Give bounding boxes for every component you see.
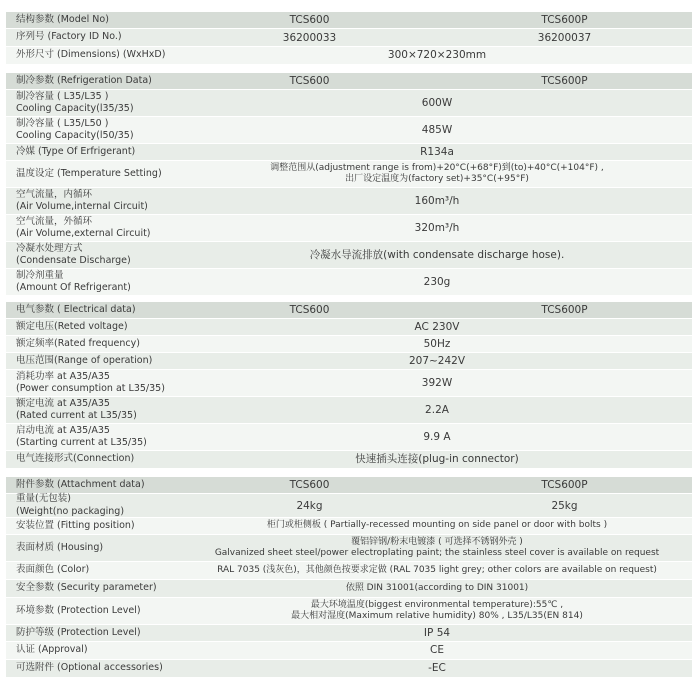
model-name: TCS600P <box>541 14 588 26</box>
spec-label-line: 表面颜色 (Color) <box>16 564 90 576</box>
spec-label-line: 认证 (Approval) <box>16 644 88 656</box>
factory-id: 36200037 <box>537 31 592 44</box>
spec-value <box>182 625 692 641</box>
spec-value <box>182 397 692 423</box>
spec-row <box>6 269 692 296</box>
spec-label-line: 可选附件 (Optional accessories) <box>16 662 163 674</box>
refrigeration-table <box>6 73 692 296</box>
spec-value <box>182 353 692 369</box>
spec-label-line: 温度设定 (Temperature Setting) <box>16 167 162 179</box>
spec-value-line: 调整范围从(adjustment range is from)+20°C(+68°F)到(to)+40°C(+104°F) , <box>270 162 604 173</box>
spec-value-line: CE <box>430 644 444 657</box>
model-name: TCS600P <box>541 479 588 491</box>
spec-value <box>182 535 692 561</box>
spec-label-line: 额定电流 at A35/A35 <box>16 397 110 409</box>
spec-label <box>6 494 182 517</box>
spec-row <box>6 625 692 642</box>
spec-value-line: -EC <box>428 662 446 675</box>
spec-value <box>182 336 692 352</box>
spec-row <box>6 660 692 678</box>
spec-value-line: 392W <box>421 376 453 389</box>
spec-row <box>6 144 692 161</box>
section-title <box>6 73 182 89</box>
spec-label-line: 空气流量，外循环 <box>16 215 93 227</box>
spec-value-line: 最大相对湿度(Maximum relative humidity) 80% , L35/L35(EN 814) <box>291 611 583 621</box>
spec-label-line: Cooling Capacity(l50/35) <box>16 130 134 141</box>
spec-value <box>182 518 692 534</box>
model-name: TCS600P <box>541 75 588 87</box>
spec-value-line: RAL 7035 (浅灰色)，其他颜色按要求定做 (RAL 7035 light grey; other colors are available on request) <box>217 564 657 575</box>
spec-label <box>6 215 182 241</box>
section-title <box>6 477 182 493</box>
spec-row <box>6 370 692 397</box>
spec-label-line: 额定频率(Rated frequency) <box>16 337 140 349</box>
spec-label-line: (Condensate Discharge) <box>16 255 131 266</box>
electrical-table <box>6 302 692 469</box>
spec-label <box>6 535 182 561</box>
spec-label-line: (Air Volume,internal Circuit) <box>16 201 148 212</box>
spec-label-line: 安全参数 (Security parameter) <box>16 582 157 594</box>
spec-label-line: 电气连接形式(Connection) <box>16 453 135 465</box>
spec-value <box>182 161 692 187</box>
section-header-row <box>6 477 692 494</box>
section-title-text: 电气参数 ( Electrical data) <box>16 303 136 315</box>
structure-table <box>6 12 692 65</box>
spec-value-line: 320m³/h <box>414 221 460 234</box>
spec-label-line: (Power consumption at L35/35) <box>16 383 165 394</box>
spec-label <box>6 336 182 352</box>
spec-row <box>6 451 692 469</box>
spec-label <box>6 188 182 214</box>
spec-value <box>182 598 692 624</box>
spec-label-line: 表面材质 (Housing) <box>16 541 104 553</box>
spec-value <box>182 47 692 64</box>
section-header-row <box>6 73 692 90</box>
model-name: TCS600 <box>289 75 330 87</box>
spec-label <box>6 319 182 335</box>
weight-values <box>182 494 692 517</box>
spec-value <box>182 117 692 143</box>
spec-label <box>6 144 182 160</box>
spec-value-line: IP 54 <box>423 626 451 639</box>
spec-label-line: 外形尺寸 (Dimensions) (WxHxD) <box>16 49 166 61</box>
spec-value-line: 207~242V <box>408 354 466 367</box>
spec-label-line: 制冷剂重量 <box>16 269 64 281</box>
spec-row <box>6 424 692 451</box>
spec-value <box>182 144 692 160</box>
spec-value-line: 最大环境温度(biggest environmental temperature):55℃ , <box>310 599 564 610</box>
spec-value-line: 2.2A <box>425 403 449 416</box>
spec-row <box>6 598 692 625</box>
spec-value-line: 柜门或柜侧板 ( Partially-recessed mounting on side panel or door with bolts ) <box>266 520 608 531</box>
spec-label-line: 空气流量，内循环 <box>16 188 93 200</box>
spec-row <box>6 397 692 424</box>
spec-label <box>6 29 182 46</box>
spec-label <box>6 518 182 534</box>
spec-row <box>6 90 692 117</box>
spec-label <box>6 370 182 396</box>
spec-label-line: 序列号 (Factory ID No.) <box>16 31 122 43</box>
spec-value <box>182 424 692 450</box>
spec-value <box>182 319 692 335</box>
spec-label-line: 启动电流 at A35/A35 <box>16 424 110 436</box>
spec-row <box>6 319 692 336</box>
spec-value <box>182 562 692 579</box>
factory-id: 36200033 <box>282 31 337 44</box>
spec-label <box>6 269 182 295</box>
spec-label <box>6 242 182 268</box>
spec-row <box>6 188 692 215</box>
spec-value <box>182 580 692 597</box>
dimensions-row <box>6 47 692 65</box>
spec-value-line: 覆铝锌钢/粉末电镀漆 ( 可选择不锈钢外壳 ) <box>351 536 523 547</box>
spec-row <box>6 117 692 144</box>
spec-label-line: 电压范围(Range of operation) <box>16 354 153 366</box>
model-columns <box>182 12 692 28</box>
spec-label-line: (Starting current at L35/35) <box>16 437 147 448</box>
spec-label <box>6 598 182 624</box>
spec-label-line: Cooling Capacity(l35/35) <box>16 103 134 114</box>
spec-label-line: 制冷容量 ( L35/L35 ) <box>16 90 109 102</box>
spec-label <box>6 451 182 468</box>
spec-label-line: 额定电压(Reted voltage) <box>16 320 128 332</box>
spec-label <box>6 580 182 597</box>
spec-value <box>182 642 692 659</box>
spec-label-line: 环境参数 (Protection Level) <box>16 604 141 616</box>
spec-value-line: 依照 DIN 31001(according to DIN 31001) <box>345 582 529 593</box>
spec-value <box>182 269 692 295</box>
spec-value <box>182 451 692 468</box>
model-name: TCS600 <box>289 479 330 491</box>
spec-label-line: 冷凝水处理方式 <box>16 242 83 254</box>
spec-value <box>182 215 692 241</box>
spec-value-line: 快速插头连接(plug-in connector) <box>355 453 519 466</box>
spec-row <box>6 353 692 370</box>
spec-label <box>6 117 182 143</box>
spec-value-line: 9.9 A <box>423 430 451 443</box>
section-title <box>6 302 182 318</box>
section-title-text: 附件参数 (Attachment data) <box>16 478 145 490</box>
spec-label <box>6 660 182 677</box>
spec-value-line: 485W <box>421 123 453 136</box>
section-header-row <box>6 302 692 319</box>
spec-label-line: 制冷容量 ( L35/L50 ) <box>16 117 109 129</box>
spec-row <box>6 215 692 242</box>
spec-label-line: 重量(无包装) <box>16 493 71 504</box>
weight-row <box>6 494 692 518</box>
spec-row <box>6 161 692 188</box>
model-name: TCS600P <box>541 304 588 316</box>
spec-value-line: 出厂设定温度为(factory set)+35°C(+95°F) <box>345 174 529 184</box>
spec-value-line: 160m³/h <box>414 194 460 207</box>
spec-row <box>6 518 692 535</box>
spec-row <box>6 642 692 660</box>
spec-value-line: R134a <box>420 145 454 158</box>
spec-row <box>6 562 692 580</box>
model-name: TCS600 <box>289 14 330 26</box>
spec-value-line: 230g <box>423 275 451 288</box>
section-title-text: 制冷参数 (Refrigeration Data) <box>16 74 152 86</box>
spec-value <box>182 242 692 268</box>
spec-row <box>6 580 692 598</box>
model-columns <box>182 73 692 89</box>
attachment-table <box>6 477 692 678</box>
spec-value-line: 冷凝水导流排放(with condensate discharge hose). <box>309 248 565 261</box>
spec-label-line: (Weight(no packaging) <box>16 505 125 517</box>
factory-id-values <box>182 29 692 46</box>
section-title <box>6 12 182 28</box>
spec-label <box>6 161 182 187</box>
spec-label <box>6 625 182 641</box>
model-columns <box>182 302 692 318</box>
spec-label-line: 防护等级 (Protection Level) <box>16 626 141 638</box>
spec-label <box>6 47 182 64</box>
spec-label-line: (Air Volume,external Circuit) <box>16 228 151 239</box>
spec-label <box>6 424 182 450</box>
spec-label <box>6 642 182 659</box>
spec-label-line: 安装位置 (Fitting position) <box>16 519 135 531</box>
section-header-row <box>6 12 692 29</box>
spec-label <box>6 90 182 116</box>
spec-label-line: 冷媒 (Type Of Erfrigerant) <box>16 145 136 157</box>
spec-value-line: Galvanized sheet steel/power electroplating paint; the stainless steel cover is available on request <box>214 548 660 558</box>
weight-value: 24kg <box>296 499 323 512</box>
spec-value <box>182 90 692 116</box>
weight-value: 25kg <box>551 499 578 512</box>
spec-row <box>6 242 692 269</box>
model-name: TCS600 <box>289 304 330 316</box>
spec-value <box>182 660 692 677</box>
factory-id-row <box>6 29 692 47</box>
section-title-text: 结构参数 (Model No) <box>16 13 109 25</box>
spec-label-line: (Amount Of Refrigerant) <box>16 282 131 293</box>
spec-value-line: 600W <box>421 96 453 109</box>
spec-label-line: 消耗功率 at A35/A35 <box>16 370 110 382</box>
spec-value <box>182 188 692 214</box>
spec-row <box>6 535 692 562</box>
spec-label <box>6 353 182 369</box>
spec-value-line: 300×720×230mm <box>387 49 487 62</box>
spec-value <box>182 370 692 396</box>
spec-value-line: 50Hz <box>423 337 451 350</box>
spec-label <box>6 397 182 423</box>
spec-label <box>6 562 182 579</box>
model-columns <box>182 477 692 493</box>
spec-value-line: AC 230V <box>414 320 460 333</box>
spec-row <box>6 336 692 353</box>
spec-label-line: (Rated current at L35/35) <box>16 410 137 421</box>
